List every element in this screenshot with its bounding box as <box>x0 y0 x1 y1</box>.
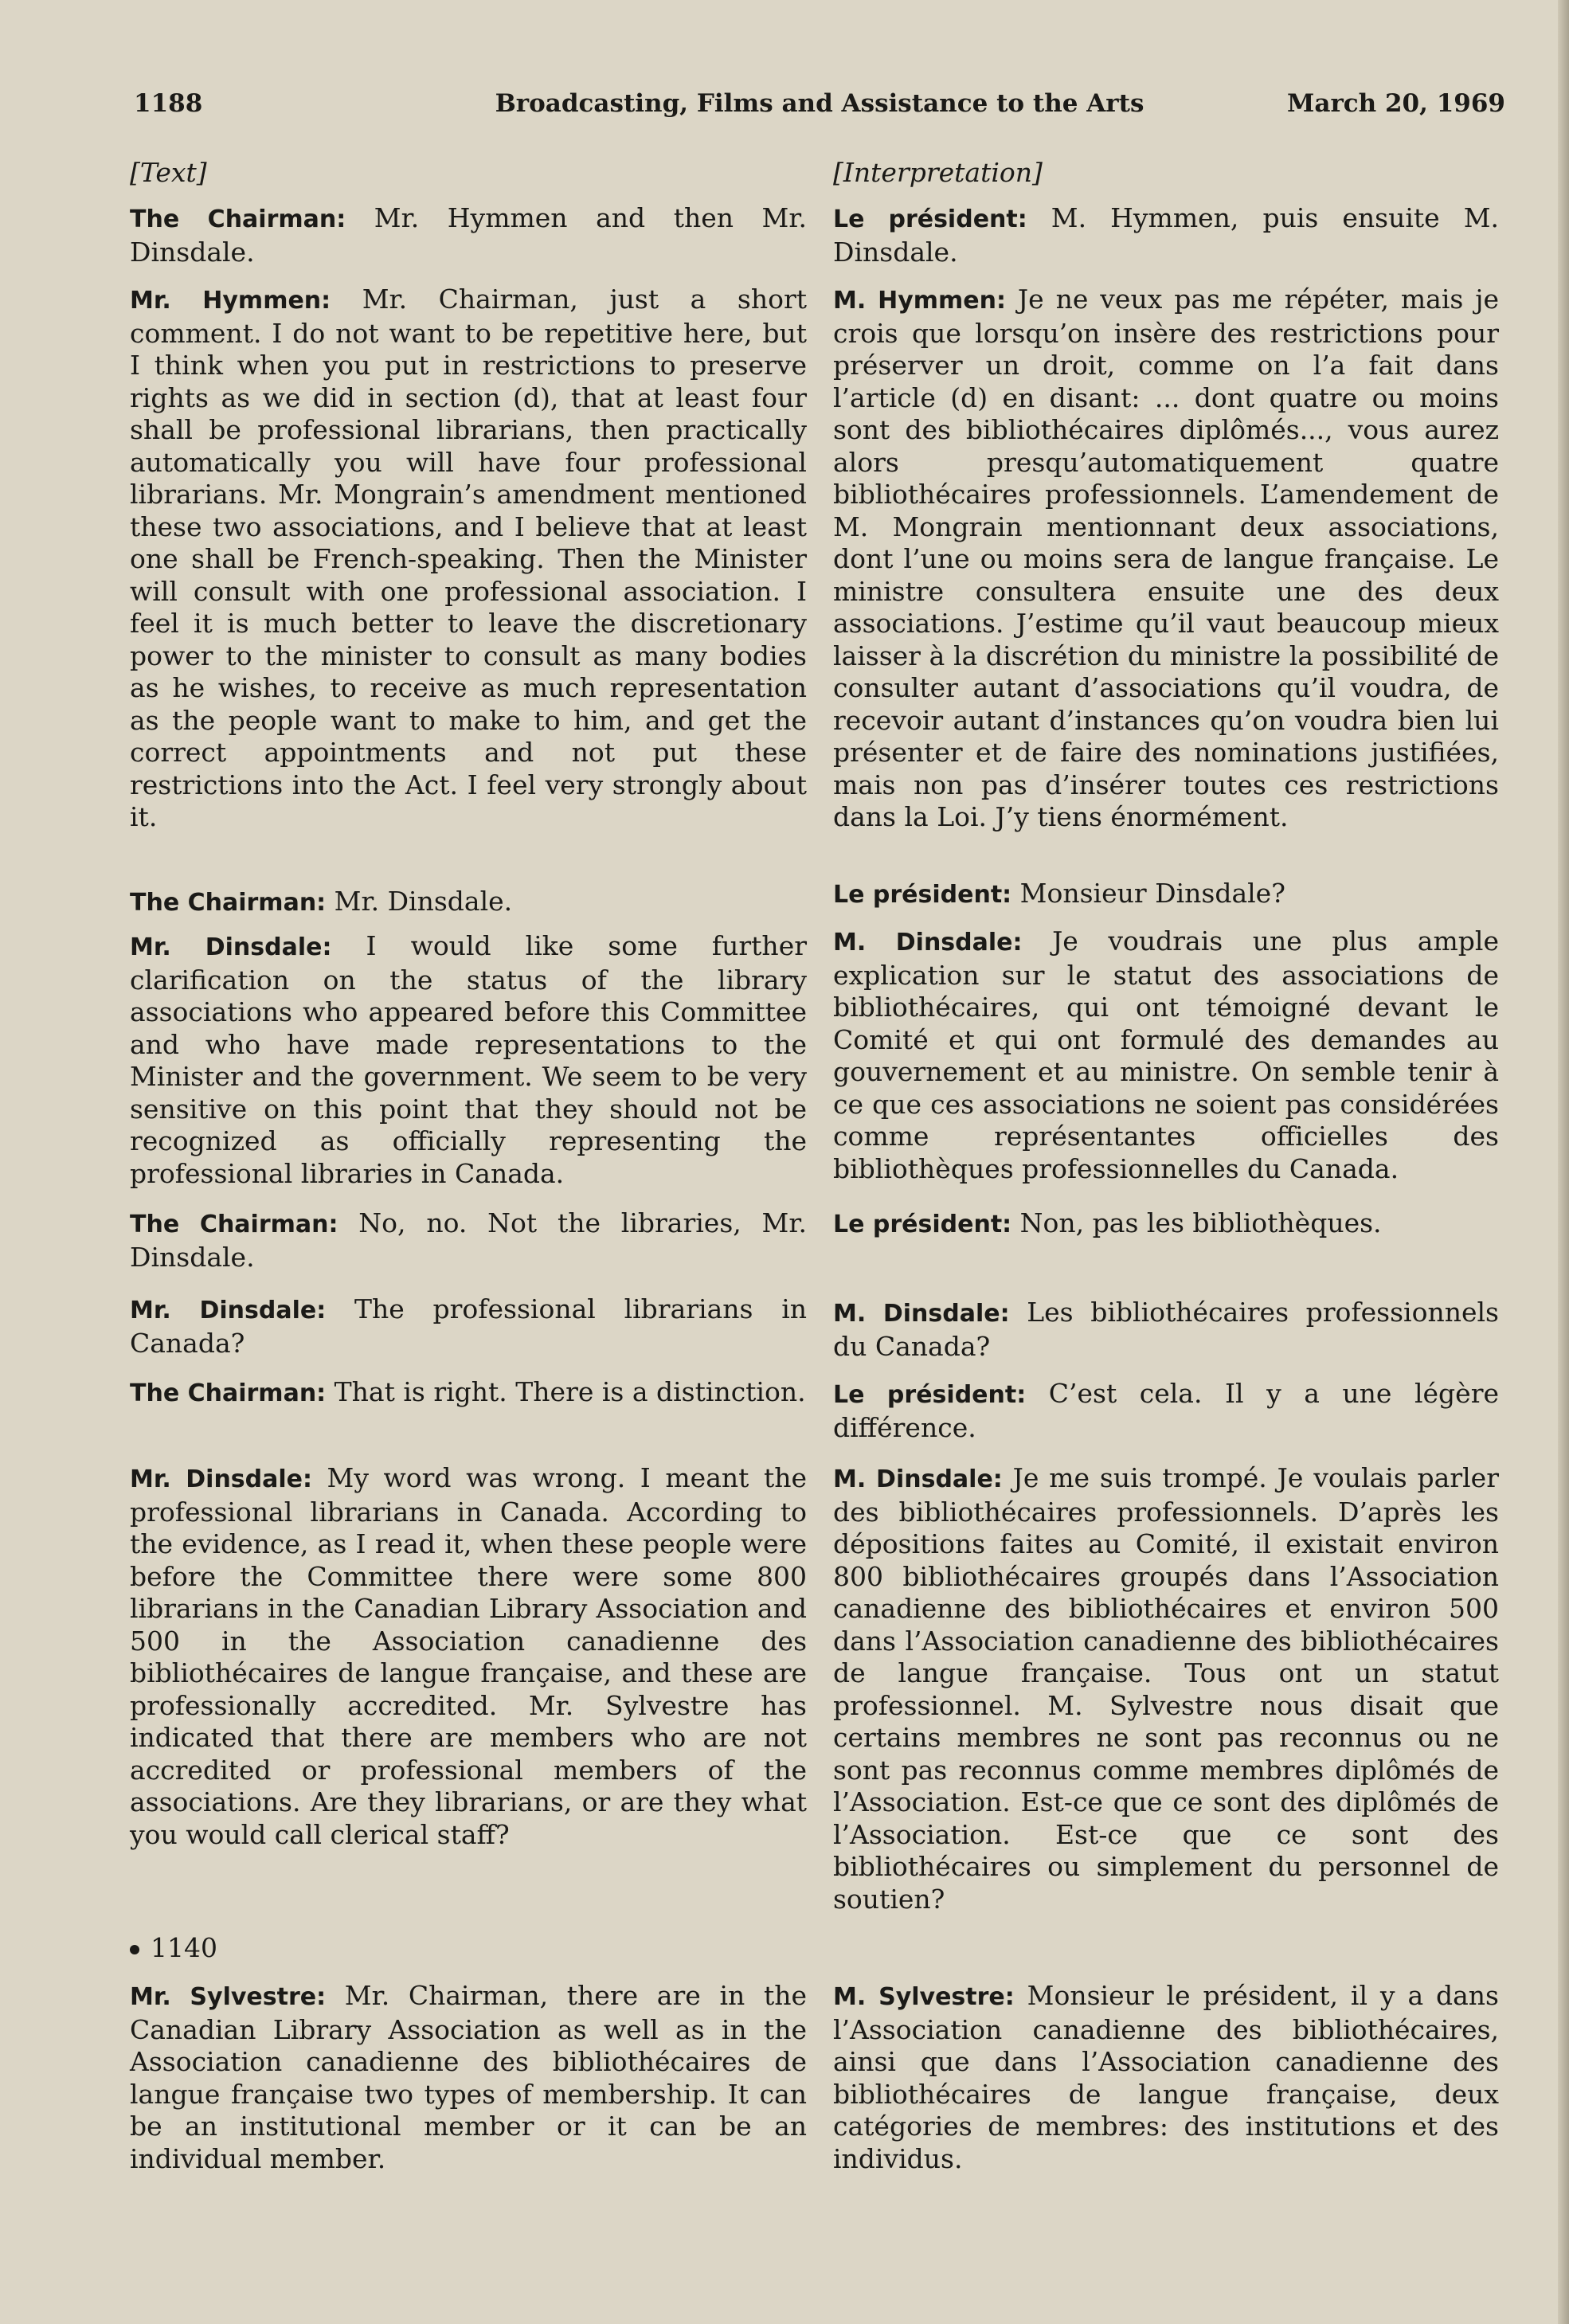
speaker-name: M. Dinsdale: <box>833 1300 1010 1328</box>
interpretation-label: [Interpretation] <box>833 157 1043 188</box>
time-marker-number: 1140 <box>151 1932 217 1963</box>
speaker-name: Le président: <box>833 205 1027 233</box>
paragraph <box>833 925 1499 1185</box>
speaker-name: Mr. Dinsdale: <box>130 1297 327 1324</box>
speaker-name: The Chairman: <box>130 889 327 917</box>
paragraph <box>833 1980 1499 2175</box>
speech-text: C’est cela. Il y a une légère différence. <box>833 1378 1500 1443</box>
paragraph <box>833 284 1499 834</box>
paragraph <box>833 1378 1499 1444</box>
paragraph <box>833 1462 1499 1915</box>
paragraph <box>130 1980 807 2175</box>
page-number: 1188 <box>134 89 203 118</box>
speech-text: Monsieur Dinsdale? <box>1011 878 1285 909</box>
paragraph <box>130 1376 807 1410</box>
paragraph <box>130 886 807 920</box>
speaker-name: Mr. Dinsdale: <box>130 1465 313 1493</box>
speech-text: That is right. There is a distinction. <box>326 1376 806 1407</box>
paragraph <box>833 1207 1499 1242</box>
paragraph <box>130 1207 807 1274</box>
speaker-name: Mr. Dinsdale: <box>130 933 332 961</box>
speaker-name: Le président: <box>833 1211 1012 1238</box>
speech-text: Mr. Hymmen and then Mr. Dinsdale. <box>130 202 807 268</box>
speech-text: No, no. Not the libraries, Mr. Dinsdale. <box>130 1207 807 1273</box>
paragraph <box>130 930 807 1190</box>
text-label: [Text] <box>130 157 207 188</box>
paragraph <box>833 878 1499 912</box>
speech-text: Mr. Chairman, there are in the Canadian Library Association as well as in the Association canadienne des bibliothécaires de langue française two types of membership. It can be an institutional member or it can be an individual member. <box>130 1980 807 2174</box>
speech-text: Je voudrais une plus ample explication sur le statut des associations de bibliothécaires, qui ont témoigné devant le Comité et qui ont formulé des demandes au gouvernement et au ministre. On semble tenir à ce que ces associations ne soient pas considérées comme représentantes officielles des bibliothèques professionnelles du Canada. <box>833 925 1499 1184</box>
speaker-name: The Chairman: <box>130 1211 338 1238</box>
time-marker <box>130 1932 217 1964</box>
french-column <box>833 156 1500 2174</box>
speech-text: Mr. Dinsdale. <box>326 886 513 917</box>
paragraph <box>130 1462 807 1851</box>
speech-text: Mr. Chairman, just a short comment. I do not want to be repetitive here, but I think when you put in restrictions to preserve rights as we did in section (d), that at least four shall be professional librarians, then practically automatically you will have four professional librarians. Mr. Mongrain’s amendment mentioned these two associations, and I believe that at least one shall be French-speaking. Then the Minister will consult with one professional association. I feel it is much better to leave the discretionary power to the minister to consult as many bodies as he wishes, to receive as much representation as the people want to make to him, and get the correct appointments and not put these restrictions into the Act. I feel very strongly about it. <box>130 284 807 832</box>
speaker-name: Le président: <box>833 881 1012 909</box>
speaker-name: M. Dinsdale: <box>833 1465 1003 1493</box>
speaker-name: Mr. Sylvestre: <box>130 1983 327 2011</box>
speaker-name: The Chairman: <box>130 1379 327 1407</box>
speech-text: My word was wrong. I meant the professional librarians in Canada. According to the evidence, as I read it, when these people were before the Committee there were some 800 librarians in the Canadian Library Association and 500 in the Association canadienne des bibliothécaires de langue française, and these are professionally accredited. Mr. Sylvestre has indicated that there are members who are not accredited or professional members of the associations. Are they librarians, or are they what you would call clerical staff? <box>130 1462 807 1850</box>
paragraph <box>130 202 807 268</box>
bullet-icon <box>130 1945 139 1954</box>
paragraph <box>130 1293 807 1360</box>
speech-text: I would like some further clarification on the status of the library associations who appeared before this Committee and who have made representations to the Minister and the government. We seem to be very sensitive on this point that they should not be recognized as officially representing the professional libraries in Canada. <box>130 930 807 1189</box>
speech-text: Monsieur le président, il y a dans l’Association canadienne des bibliothécaires, ainsi que dans l’Association canadienne des bibliothécaires de langue française, deux catégories de membres: des institutions et des individus. <box>833 1980 1499 2174</box>
speech-text: Les bibliothécaires professionnels du Canada? <box>833 1297 1499 1362</box>
speech-text: The professional librarians in Canada? <box>130 1293 808 1359</box>
speech-text: Je ne veux pas me répéter, mais je crois que lorsqu’on insère des restrictions pour préserver un droit, comme on l’a fait dans l’article (d) en disant: ... dont quatre ou moins sont des bibliothécaires diplômés..., vous aurez alors presqu’automatiquement quatre bibliothécaires professionnels. L’amendement de M. Mongrain mentionnant deux associations, dont l’une ou moins sera de langue française. Le ministre consultera ensuite une des deux associations. J’estime qu’il vaut beaucoup mieux laisser à la discrétion du ministre la possibilité de consulter autant d’associations qu’il voudra, de recevoir autant d’instances qu’on voudra bien lui présenter et de faire des nominations justifiées, mais non pas d’insérer toutes ces restrictions dans la Loi. J’y tiens énormément. <box>833 284 1500 832</box>
paragraph <box>130 284 807 834</box>
speaker-name: The Chairman: <box>130 205 346 233</box>
header-date: March 20, 1969 <box>1287 89 1505 118</box>
speech-text: Je me suis trompé. Je voulais parler des bibliothécaires professionnels. D’après les dépositions faites au Comité, il existait environ 800 bibliothécaires groupés dans l’Association canadienne des bibliothécaires et environ 500 dans l’Association canadienne des bibliothécaires de langue française. Tous ont un statut professionnel. M. Sylvestre nous disait que certains membres ne sont pas reconnus ou ne sont pas reconnus comme membres diplômés de l’Association. Est-ce que ce sont des diplômés de l’Association. Est-ce que ce sont des bibliothécaires ou simplement du personnel de soutien? <box>833 1462 1499 1915</box>
english-column <box>130 156 808 2174</box>
speaker-name: M. Dinsdale: <box>833 929 1023 957</box>
speaker-name: M. Hymmen: <box>833 287 1006 315</box>
speech-text: M. Hymmen, puis ensuite M. Dinsdale. <box>833 202 1500 268</box>
paragraph <box>833 202 1499 268</box>
page-edge-shadow <box>1558 0 1569 2324</box>
speaker-name: M. Sylvestre: <box>833 1983 1015 2011</box>
speech-text: Non, pas les bibliothèques. <box>1011 1207 1382 1238</box>
paragraph <box>833 1297 1499 1363</box>
running-title: Broadcasting, Films and Assistance to the Arts <box>495 89 1144 118</box>
speaker-name: Le président: <box>833 1381 1027 1409</box>
speaker-name: Mr. Hymmen: <box>130 287 331 315</box>
